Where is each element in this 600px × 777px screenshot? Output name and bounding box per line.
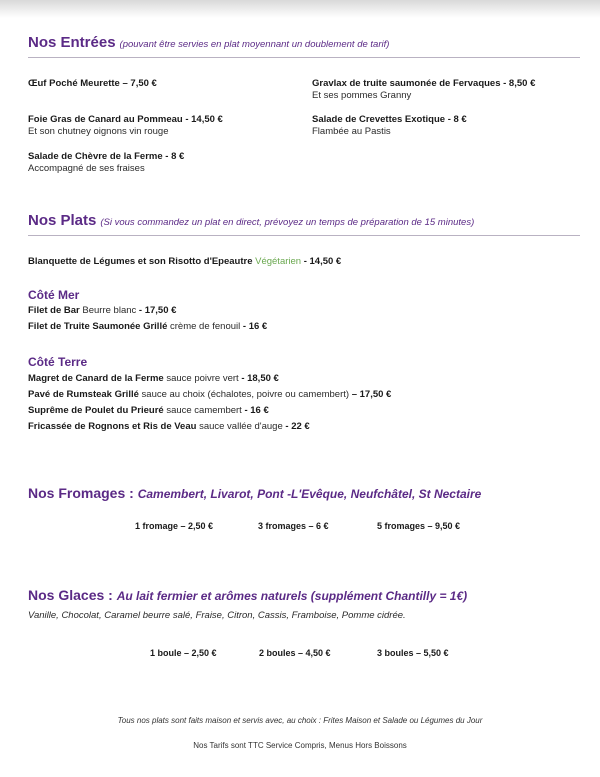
plat-main-name: Blanquette de Légumes et son Risotto d'Epeautre	[28, 256, 253, 267]
entree-item	[28, 151, 184, 175]
plat-name: Fricassée de Rognons et Ris de Veau	[28, 421, 197, 432]
plat-desc: sauce au choix (échalotes, poivre ou camembert)	[141, 389, 350, 400]
plat-name: Pavé de Rumsteak Grillé	[28, 389, 139, 400]
plats-heading	[28, 212, 474, 229]
plat-item	[28, 405, 269, 417]
entree-desc: Accompagné de ses fraises	[28, 163, 145, 174]
entree-desc: Et ses pommes Granny	[312, 90, 412, 101]
plat-desc: sauce vallée d'auge	[199, 421, 283, 432]
plat-item	[28, 389, 391, 401]
fromage-price: 5 fromages – 9,50 €	[377, 521, 461, 531]
footer-tarifs: Nos Tarifs sont TTC Service Compris, Menus Hors Boissons	[193, 741, 407, 750]
entree-desc: Et son chutney oignons vin rouge	[28, 126, 169, 137]
glace-price: 2 boules – 4,50 €	[259, 648, 331, 658]
plat-main-price: - 14,50 €	[303, 256, 342, 267]
plat-name: Filet de Truite Saumonée Grillé	[28, 321, 168, 332]
entree-name: Salade de Chèvre de la Ferme - 8 €	[28, 151, 185, 162]
fromages-heading	[28, 485, 481, 501]
plat-item	[28, 421, 310, 433]
plat-name: Suprême de Poulet du Prieuré	[28, 405, 164, 416]
entrees-note: (pouvant être servies en plat moyennant un doublement de tarif)	[119, 39, 390, 50]
plat-price: - 18,50 €	[241, 373, 279, 384]
plat-main	[28, 256, 341, 268]
entree-item	[312, 114, 467, 138]
entrees-heading	[28, 34, 389, 51]
plat-price: - 16 €	[244, 405, 269, 416]
fromages-title: Nos Fromages :	[28, 485, 134, 501]
entree-name: Gravlax de truite saumonée de Fervaques - 8,50 €	[312, 78, 536, 89]
plat-price: - 16 €	[242, 321, 268, 332]
plat-name: Filet de Bar	[28, 305, 80, 316]
plat-price: - 22 €	[285, 421, 310, 432]
glaces-subtitle: Au lait fermier et arômes naturels (supplément Chantilly = 1€)	[116, 589, 468, 603]
plat-price: - 17,50 €	[138, 305, 177, 316]
plat-desc: sauce camembert	[166, 405, 242, 416]
entrees-divider	[28, 57, 580, 58]
fromage-price: 1 fromage – 2,50 €	[135, 521, 214, 531]
plats-title: Nos Plats	[28, 212, 97, 229]
footer-note: Tous nos plats sont faits maison et servis avec, au choix : Frites Maison et Salade ou Légumes du Jour	[117, 716, 483, 725]
cote-mer-title: Côté Mer	[28, 288, 80, 302]
vegetarian-tag: Végétarien	[255, 256, 302, 267]
fromages-list: Camembert, Livarot, Pont -L'Evêque, Neufchâtel, St Nectaire	[137, 487, 482, 501]
plat-desc: Beurre blanc	[82, 305, 137, 316]
plat-name: Magret de Canard de la Ferme	[28, 373, 164, 384]
plats-note: (Si vous commandez un plat en direct, prévoyez un temps de préparation de 15 minutes)	[100, 217, 475, 228]
plat-desc: sauce poivre vert	[166, 373, 239, 384]
entrees-title: Nos Entrées	[28, 34, 116, 51]
entree-item	[28, 78, 157, 90]
entree-name: Œuf Poché Meurette – 7,50 €	[28, 78, 157, 89]
fromage-price: 3 fromages – 6 €	[258, 521, 329, 531]
glace-price: 3 boules – 5,50 €	[377, 648, 449, 658]
plat-item	[28, 373, 279, 385]
entree-item	[28, 114, 223, 138]
entree-name: Foie Gras de Canard au Pommeau - 14,50 €	[28, 114, 223, 125]
plat-item	[28, 321, 267, 333]
cote-terre-title: Côté Terre	[28, 355, 88, 369]
glace-price: 1 boule – 2,50 €	[150, 648, 217, 658]
entree-item	[312, 78, 535, 102]
glaces-flavors: Vanille, Chocolat, Caramel beurre salé, Fraise, Citron, Cassis, Framboise, Pomme cidrée.	[28, 610, 406, 621]
plat-price: – 17,50 €	[351, 389, 392, 400]
entree-desc: Flambée au Pastis	[312, 126, 391, 137]
plats-divider	[28, 235, 580, 236]
plat-desc: crème de fenouil	[170, 321, 241, 332]
glaces-heading	[28, 587, 467, 603]
entree-name: Salade de Crevettes Exotique - 8 €	[312, 114, 467, 125]
glaces-title: Nos Glaces :	[28, 587, 113, 603]
plat-item	[28, 305, 176, 317]
